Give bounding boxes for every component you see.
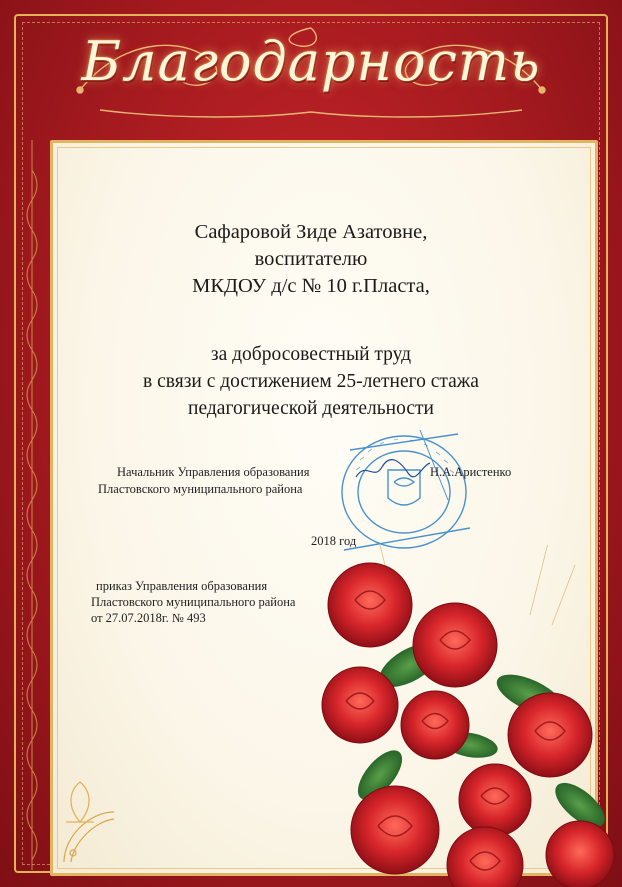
- signature: [352, 455, 432, 485]
- recipient-organization: МКДОУ д/с № 10 г.Пласта,: [192, 275, 430, 297]
- reason-line-3: педагогической деятельности: [188, 398, 434, 419]
- year: 2018 год: [311, 534, 357, 548]
- signatory-title-line-1: Начальник Управления образования: [117, 465, 310, 479]
- reason-line-2: в связи с достижением 25-летнего стажа: [143, 371, 479, 392]
- roses-bouquet: [300, 545, 622, 887]
- reason-line-1: за добросовестный труд: [210, 344, 412, 365]
- recipient-name: Сафаровой Зиде Азатовне,: [194, 221, 428, 243]
- signatory-title-line-2: Пластовского муниципального района: [98, 482, 303, 496]
- order-line-1: приказ Управления образования: [96, 579, 268, 593]
- signatory-name: Н.А.Аристенко: [430, 465, 512, 479]
- recipient-position: воспитателю: [254, 248, 368, 270]
- bottom-left-ornament: [58, 778, 102, 828]
- certificate-title: Благодарность: [81, 30, 541, 93]
- order-line-2: Пластовского муниципального района: [91, 595, 296, 609]
- order-line-3: от 27.07.2018г. № 493: [91, 611, 206, 625]
